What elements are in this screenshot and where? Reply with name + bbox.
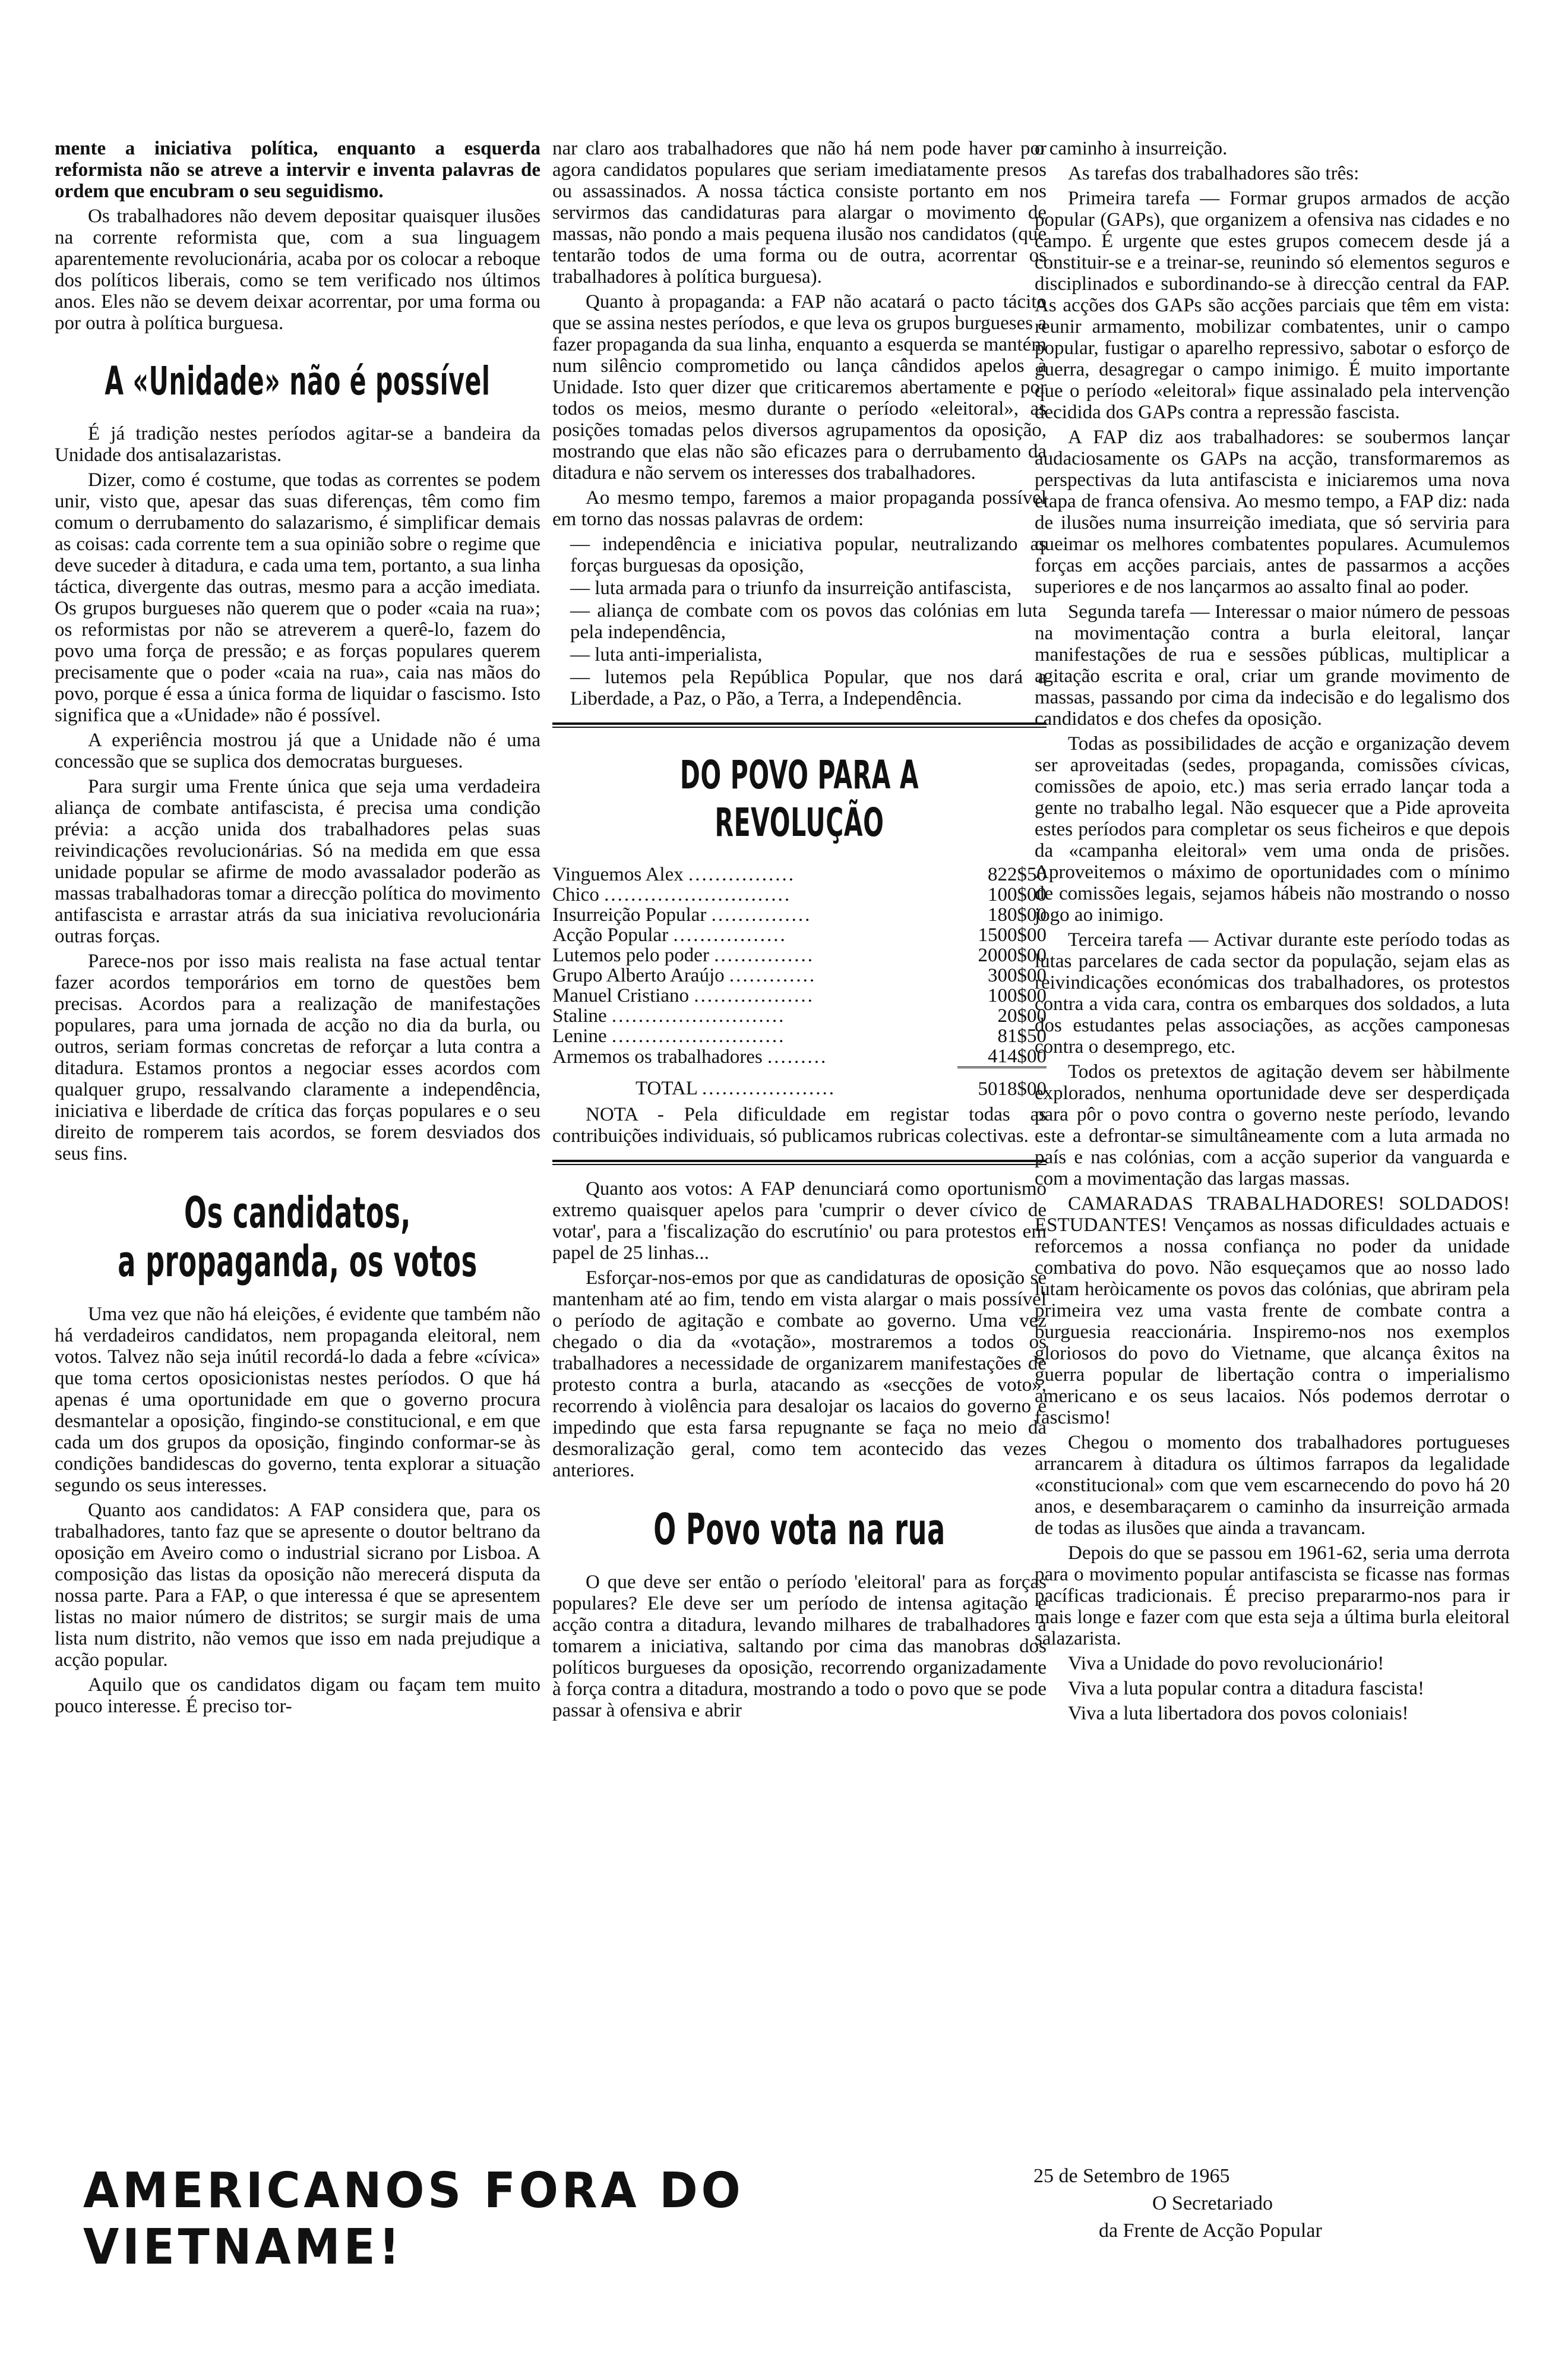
- list-item: — independência e iniciativa popular, neutralizando as forças burguesas da oposição,: [570, 534, 1047, 576]
- total-row: [552, 1068, 1047, 1100]
- table-row: [552, 1026, 1047, 1046]
- column-3: [1035, 138, 1510, 1728]
- leader-dots: ...............: [714, 945, 814, 966]
- donations-table: [552, 864, 1047, 1099]
- leader-dots: ..........................: [611, 1025, 786, 1047]
- heading-candidatos-line1: Os candidatos,: [184, 1188, 411, 1238]
- divider: [552, 1160, 1047, 1165]
- column-1: [55, 138, 540, 1721]
- paragraph: A FAP diz aos trabalhadores: se soubermos lançar audaciosamente os GAPs na acção, transformaremos as perspectivas da luta antifascista e iniciaremos uma nova etapa de franca ofensiva. Ao mesmo tempo, a FAP diz: nada de ilusões numa insurreição imediata, que só serviria para queimar os melhores combatentes populares. Acumulemos forças em acções parciais, antes de passarmos a acções superiores e de nos lançarmos ao assalto final ao poder.: [1035, 427, 1510, 598]
- slogan-line: Viva a Unidade do povo revolucionário!: [1068, 1653, 1384, 1674]
- signature-block: [1010, 2163, 1520, 2245]
- donation-amount: 100$00: [988, 884, 1047, 905]
- paragraph: Quanto aos candidatos: A FAP considera que, para os trabalhadores, tanto faz que se apresente o doutor beltrano da oposição em Aveiro como o industrial sicrano por Lisboa. A composição das listas da oposição não merecerá disputa da nossa parte. Para a FAP, o que interessa é que se apresentem listas no maior número de distritos; se surgir mais de uma lista num distrito, não vemos que isso em nada prejudique a acção popular.: [55, 1500, 540, 1671]
- total-label: TOTAL: [636, 1078, 697, 1100]
- paragraph: Esforçar-nos-emos por que as candidaturas de oposição se mantenham até ao fim, tendo em vista alargar o mais possível o período de agitação e combate ao governo. Uma vez chegado o dia da «votação», mostraremos a todos os trabalhadores a necessidade de organizarem manifestações de protesto contra a burla, atacando as «secções de voto», recorrendo à violência para desalojar os lacaios do governo e impedindo que esta farsa repugnante se faça no meio da desmoralização geral, como tem acontecido das vezes anteriores.: [552, 1267, 1047, 1481]
- paragraph: A experiência mostrou já que a Unidade não é uma concessão que se suplica dos democratas burgueses.: [55, 730, 540, 772]
- donation-amount: 300$00: [988, 965, 1047, 986]
- table-row: [552, 1046, 1047, 1068]
- leader-dots: ................: [688, 864, 796, 885]
- donation-amount: 20$00: [997, 1005, 1047, 1027]
- paragraph: Terceira tarefa — Activar durante este período todas as lutas parcelares de cada sector da população, sejam elas as reivindicações económicas dos trabalhadores, os protestos contra a vida cara, contra os embarques dos soldados, a luta dos estudantes pelas associações, as acções camponesas contra o desemprego, etc.: [1035, 929, 1510, 1058]
- leader-dots: .................: [673, 924, 787, 946]
- slogan-line: Viva a luta libertadora dos povos coloniais!: [1068, 1703, 1409, 1724]
- date-line: 25 de Setembro de 1965: [1033, 2165, 1230, 2187]
- paragraph: Dizer, como é costume, que todas as correntes se podem unir, visto que, apesar das suas diferenças, têm como fim comum o derrubamento do salazarismo, é simplificar demais as coisas: cada corrente tem a sua opinião sobre o regime que deve suceder à ditadura, e cada uma tem, portanto, a sua linha táctica, divergente das outras, mesmo para a acção imediata. Os grupos burgueses não querem que o poder «caia na rua»; os reformistas por não se atreverem a querê-lo, fazem do povo uma força de pressão; e as forças populares querem precisamente que o poder «caia na rua», caia nas mãos do povo, porque é essa a única forma de liquidar o fascismo. Isto significa que a «Unidade» não é possível.: [55, 469, 540, 726]
- signature-line: da Frente de Acção Popular: [1099, 2220, 1322, 2242]
- paragraph: Segunda tarefa — Interessar o maior número de pessoas na movimentação contra a burla eleitoral, lançar manifestações de rua e sessões públicas, multiplicar a agitação escrita e oral, criar um grande movimento de massas, passando por cima da indecisão e do legalismo dos candidatos e dos chefes da oposição.: [1035, 601, 1510, 730]
- heading-povo-vota: O Povo vota na rua: [653, 1504, 946, 1554]
- signature-line: O Secretariado: [1152, 2192, 1273, 2214]
- heading-unidade: A «Unidade» não é possível: [105, 358, 491, 404]
- paragraph: Uma vez que não há eleições, é evidente que também não há verdadeiros candidatos, nem propaganda eleitoral, nem votos. Talvez não seja inútil recordá-lo dada a febre «cívica» que toma certos oposicionistas nestes períodos. O que há apenas é uma oportunidade em que o governo procura desmantelar a oposição, fingindo-se constitucional, e em que cada um dos grupos da oposição, fingindo conformar-se às condições bandidescas do governo, tenta explorar a situação segundo os seus interesses.: [55, 1304, 540, 1496]
- divider: [552, 722, 1047, 728]
- table-row: [552, 925, 1047, 945]
- list-item: — lutemos pela República Popular, que nos dará a Liberdade, a Paz, o Pão, a Terra, a Independência.: [570, 667, 1047, 709]
- donor-name: Chico: [552, 884, 599, 905]
- paragraph: Parece-nos por isso mais realista na fase actual tentar fazer acordos temporários em torno de questões bem precisas. Acordos para a realização de manifestações populares, para uma jornada de acção no dia da burla, ou outros, seriam formas concretas de reforçar a luta contra a ditadura. Estamos prontos a negociar esses acordos com qualquer grupo, ressalvando claramente a independência, iniciativa e liberdade de crítica das forças populares e o seu direito de romperem tais acordos, se forem desviados dos seus fins.: [55, 951, 540, 1164]
- table-row: [552, 945, 1047, 965]
- paragraph: mente a iniciativa política, enquanto a esquerda reformista não se atreve a intervir e inventa palavras de ordem que encubram o seu seguidismo.: [55, 138, 540, 202]
- paragraph: Depois do que se passou em 1961-62, seria uma derrota para o movimento popular antifascista se ficasse nas formas pacíficas tradicionais. É preciso prepararmo-nos para ir mais longe e fazer com que esta seja a última burla eleitoral salazarista.: [1035, 1542, 1510, 1649]
- donor-name: Manuel Cristiano: [552, 985, 690, 1006]
- paragraph: Quanto aos votos: A FAP denunciará como oportunismo extremo quaisquer apelos para 'cumprir o dever cívico de votar', para a 'fiscalização do escrutínio' ou para protestos em papel de 25 linhas...: [552, 1178, 1047, 1264]
- paragraph: Para surgir uma Frente única que seja uma verdadeira aliança de combate antifascista, é precisa uma condição prévia: a acção unida dos trabalhadores pelas suas reivindicações revolucionárias. Só na medida em que essa unidade popular se afirme de modo avassalador poderão as massas trabalhadoras tomar a direcção política do movimento antifascista e arrastar atrás da sua iniciativa revolucionária outras forças.: [55, 776, 540, 947]
- donor-name: Grupo Alberto Araújo: [552, 965, 725, 986]
- list-item: — aliança de combate com os povos das colónias em luta pela independência,: [570, 600, 1047, 643]
- paragraph: Chegou o momento dos trabalhadores portugueses arrancarem à ditadura os últimos farrapos da legalidade «constitucional» com que vem escarnecendo do povo há 20 anos, e desembaraçarem o caminho da insurreição armada de todas as ilusões que ainda a travancam.: [1035, 1432, 1510, 1539]
- leader-dots: ............................: [604, 884, 792, 905]
- donor-name: Armemos os trabalhadores: [552, 1046, 763, 1068]
- donation-amount: 2000$00: [978, 945, 1047, 966]
- donor-name: Lutemos pelo poder: [552, 945, 709, 966]
- paragraph: Ao mesmo tempo, faremos a maior propaganda possível em torno das nossas palavras de ordem:: [552, 487, 1047, 530]
- donation-amount: 414$00: [988, 1046, 1047, 1067]
- table-row: [552, 1006, 1047, 1026]
- paragraph: Quanto à propaganda: a FAP não acatará o pacto tácito que se assina nestes períodos, e que leva os grupos burgueses a fazer propaganda da sua linha, enquanto a esquerda se mantém num silêncio comprometido ou lança cândidos apelos à Unidade. Isto quer dizer que criticaremos abertamente e por todos os meios, mesmo durante o período «eleitoral», as posições tomadas pelos diversos agrupamentos da oposição, mostrando que elas não são eficazes para o derrubamento da ditadura e não servem os interesses dos trabalhadores.: [552, 291, 1047, 484]
- slogan-line: Viva a luta popular contra a ditadura fascista!: [1068, 1678, 1425, 1699]
- paragraph: As tarefas dos trabalhadores são três:: [1068, 163, 1360, 184]
- donation-amount: 822$50: [988, 864, 1047, 885]
- table-row: [552, 905, 1047, 925]
- donor-name: Vinguemos Alex: [552, 864, 684, 885]
- donation-amount: 180$00: [988, 904, 1047, 926]
- nota-paragraph: NOTA - Pela dificuldade em registar todas as contribuições individuais, só publicamos rubricas colectivas.: [552, 1104, 1047, 1147]
- paragraph: Aquilo que os candidatos digam ou façam tem muito pouco interesse. É preciso tor-: [55, 1674, 540, 1717]
- donation-amount: 100$00: [988, 985, 1047, 1006]
- donation-amount: 81$50: [997, 1025, 1047, 1047]
- donation-amount: 1500$00: [978, 924, 1047, 946]
- paragraph: Todas as possibilidades de acção e organização devem ser aproveitadas (sedes, propaganda, comissões cívicas, comissões de apoio, etc.) mas seria errado lançar toda a gente no trabalho legal. Não esquecer que a Pide aproveita estes períodos para completar os seus ficheiros e que depois da «campanha eleitoral» vem uma onda de prisões. Aproveitemos o máximo de oportunidades com o mínimo de comissões legais, sejamos hábeis não mostrando o nosso jogo ao inimigo.: [1035, 733, 1510, 926]
- paragraph: nar claro aos trabalhadores que não há nem pode haver por agora candidatos populares que seriam imediatamente presos ou assassinados. A nossa táctica consiste portanto em nos servirmos das candidaturas para alargar o movimento de massas, não pondo a mais pequena ilusão nos candidatos (que tentarão todos de uma forma ou de outra, acorrentar os trabalhadores à política burguesa).: [552, 138, 1047, 288]
- donor-name: Insurreição Popular: [552, 904, 707, 926]
- table-row: [552, 885, 1047, 905]
- heading-candidatos-line2: a propaganda, os votos: [118, 1236, 478, 1286]
- paragraph: Todos os pretextos de agitação devem ser hàbilmente explorados, nenhuma oportunidade deve ser desperdiçada para pôr o povo contra o governo neste período, levando este a defrontar-se simultâneamente com a luta armada no país e nas colónias, com a acção superior da vanguarda e com a movimentação das largas massas.: [1035, 1061, 1510, 1189]
- heading-revolucao: DO POVO PARA A REVOLUÇÃO: [679, 752, 919, 845]
- paragraph: É já tradição nestes períodos agitar-se a bandeira da Unidade dos antisalazaristas.: [55, 423, 540, 466]
- banner-americanos-fora: AMERICANOS FORA DO VIETNAME!: [83, 2163, 744, 2276]
- table-row: [552, 965, 1047, 986]
- leader-dots: ...............: [711, 904, 812, 926]
- list-item: — luta anti-imperialista,: [570, 644, 763, 665]
- paragraph: Os trabalhadores não devem depositar quaisquer ilusões na corrente reformista que, com a sua linguagem aparentemente revolucionária, acaba por os colocar a reboque dos políticos liberais, como se tem verificado nos últimos anos. Eles não se devem deixar acorrentar, por uma forma ou por outra à política burguesa.: [55, 206, 540, 334]
- total-amount: 5018$00: [957, 1068, 1047, 1100]
- paragraph: Primeira tarefa — Formar grupos armados de acção popular (GAPs), que organizem a ofensiva nas cidades e no campo. É urgente que estes grupos comecem desde já a constituir-se e a treinar-se, reunindo só elementos seguros e disciplinados e subordinando-se à direcção central da FAP. As acções dos GAPs são acções parciais que têm em vista: reunir armamento, mobilizar combatentes, unir o campo popular, fustigar o aparelho repressivo, sabotar o esforço de guerra, desagregar o campo inimigo. É muito importante que o período «eleitoral» fique assinalado pela intervenção decidida dos GAPs contra a repressão fascista.: [1035, 188, 1510, 423]
- paragraph: o caminho à insurreição.: [1035, 138, 1228, 159]
- paragraph: CAMARADAS TRABALHADORES! SOLDADOS! ESTUDANTES! Vençamos as nossas dificuldades actuais e reforcemos a nossa confiança no poder da unidade combativa do povo. Não esqueçamos que ao nosso lado lutam heròicamente os povos das colónias, que abriram pela primeira vez uma vasta frente de combate contra a burguesia reaccionária. Inspiremo-nos nos exemplos gloriosos do povo do Vietname, que alcança êxitos na guerra popular de libertação contra o imperialismo americano e os seus lacaios. Nós podemos derrotar o fascismo!: [1035, 1193, 1510, 1428]
- leader-dots: ..........................: [611, 1005, 786, 1027]
- paragraph: O que deve ser então o período 'eleitoral' para as forças populares? Ele deve ser um período de intensa agitação e acção contra a ditadura, levando milhares de trabalhadores a tomarem a iniciativa, saltando por cima das manobras dos políticos burgueses da oposição, recorrendo organizadamente à força contra a ditadura, mostrando a todo o povo que se pode passar à ofensiva e abrir: [552, 1571, 1047, 1721]
- leader-dots: ..................: [694, 985, 814, 1006]
- donor-name: Acção Popular: [552, 924, 669, 946]
- donor-name: Staline: [552, 1005, 607, 1027]
- list-item: — luta armada para o triunfo da insurreição antifascista,: [570, 577, 1012, 599]
- leader-dots: .........: [767, 1046, 828, 1068]
- table-row: [552, 986, 1047, 1006]
- leader-dots: ....................: [701, 1078, 836, 1100]
- leader-dots: .............: [729, 965, 817, 986]
- table-row: [552, 864, 1047, 885]
- slogan-list: [552, 534, 1047, 709]
- heading-candidatos: [103, 1188, 492, 1286]
- donor-name: Lenine: [552, 1025, 607, 1047]
- column-2: [552, 138, 1047, 1725]
